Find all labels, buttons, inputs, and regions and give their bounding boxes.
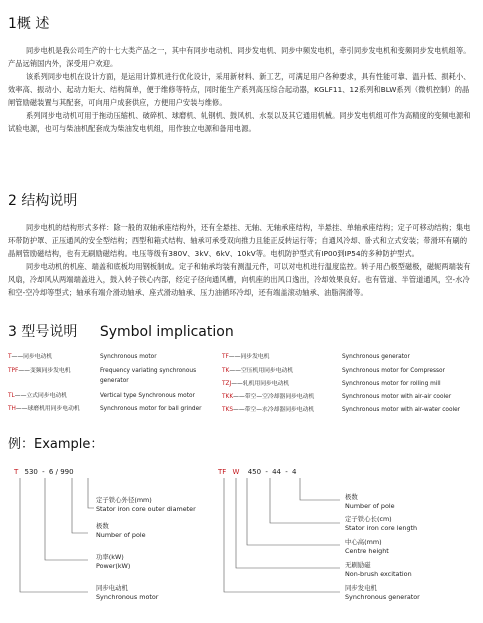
symbol-item-th: TH——球磨机用同步电动机: [8, 406, 80, 412]
symbol-item-tk-en: Synchronous motor for Compressor: [342, 368, 445, 374]
section-3-heading-cn: 3 型号说明: [8, 324, 78, 340]
section-1-paragraph-2: 该系列同步电机在设计方面，是运用计算机进行优化设计，采用新材料、新工艺，可满足用户各种要求，具有性能可靠、温升低、损耗小、效率高、振动小、起动力矩大、结构简单，便于维修等特点，同时能生产系列高压综合起动器，KGLF11、12系列和BLW系列（微机控制）的晶闸管励磁装置与其配套，可向用户成套供应，方便用户安装与维修。: [8, 72, 471, 107]
code-530: 530: [24, 468, 38, 476]
symbol-item-th-en: Synchronous motor for ball grinder: [100, 406, 202, 412]
section-2-paragraph-1: 同步电机的结构形式多样：除一般的双轴承座结构外，还有全悬挂、无轴、无轴承座结构，半悬挂、单轴承座结构；定子可移动结构；集电环带防护罩、正压通风的安全型结构；西型和箱式结构、轴承可承受双向推力且能正反转运行等；自通风冷却、卧式和立式安装；带滑环有刷的晶闸管励磁结构，也有无刷励磁结构。电压等级有380V、3kV、6kV、10kV等。电机防护型式有IP00到IP54的多种防护型式。: [8, 223, 471, 258]
symbol-item-tpf: TPF——变频同步发电机: [8, 368, 71, 374]
symbol-item-tzj-en: Synchronous motor for rolling mill: [342, 381, 441, 387]
section-2-heading: 2 结构说明: [8, 193, 78, 209]
code-450: 450: [247, 468, 262, 476]
example-right-label-3: 中心高(mm) Centre height: [345, 538, 389, 555]
example-left-label-2: 极数 Number of pole: [96, 522, 146, 539]
section-1-paragraph-1: 同步电机是我公司生产的十七大类产品之一，其中有同步电动机、同步发电机、同步中频发电机，牵引同步发电机和变频同步发电机组等。产品远销国内外，深受用户欢迎。: [8, 46, 471, 68]
symbol-item-tf-en: Synchronous generator: [342, 354, 410, 360]
symbol-item-tks-en: Synchronous motor with air-water cooler: [342, 407, 461, 413]
example-left-label-1: 定子铁心外径(mm) Stator iron core outer diameter: [96, 496, 196, 513]
symbol-item-tpf-en: Frequency variating synchronous: [100, 368, 197, 374]
code-990: 990: [60, 468, 74, 476]
symbol-item-tk: TK——空压机用同步电动机: [222, 368, 294, 374]
code-t-right: T: [218, 468, 223, 476]
code-t: T: [14, 468, 19, 476]
example-left-code: T 530 - 6 / 990: [14, 468, 74, 476]
example-title: 例：Example：: [8, 437, 104, 452]
example-right-label-2: 定子铁心长(cm) Stator iron core length: [345, 515, 418, 532]
symbol-item-t: T——同步电动机: [8, 354, 53, 360]
example-left-label-4: 同步电动机 Synchronous motor: [96, 584, 159, 601]
code-f: F: [222, 468, 227, 476]
symbol-item-tkk-en: Synchronous motor with air-air cooler: [342, 394, 452, 400]
symbol-item-tks: TKS——带空—水冷却器同步电动机: [222, 407, 315, 413]
symbol-item-tl-en: Vertical type Synchronous motor: [100, 393, 195, 399]
symbol-item-tpf-en-2: generator: [100, 378, 129, 384]
symbol-item-tkk: TKK——带空—空冷却器同步电动机: [222, 394, 315, 400]
code-6: 6: [48, 468, 54, 476]
code-4: 4: [292, 468, 297, 476]
symbol-item-tzj: TZJ——轧机用同步电动机: [222, 381, 290, 387]
example-left-label-3: 功率(kW) Power(kW): [96, 553, 131, 570]
section-1-heading: 1概 述: [8, 16, 50, 32]
section-2-paragraph-2: 同步电动机的机座、端盖和底板均用钢板制成。定子和轴承均装有测温元件，可以对电机进行温度监控。转子用凸极型磁极，磁轭两端装有风扇，冷却风从两端端盖进入，鼓入转子铁心内部，经定子径向通风槽，向机座的出风口逸出，冷却效果良好。也有管道、半管道通风，空-水冷和空-空冷却等型式；轴承有端介滑动轴承、座式滑动轴承、压力油循环冷却，还有端盖滚动轴承、油脂润滑等。: [8, 262, 471, 297]
example-right-label-5: 同步发电机 Synchronous generator: [345, 584, 420, 601]
symbol-item-tl: TL——立式同步电动机: [8, 393, 67, 399]
symbol-item-t-en: Synchronous motor: [100, 354, 157, 360]
section-3-heading-en: Symbol implication: [99, 324, 234, 340]
code-44: 44: [272, 468, 281, 476]
example-right-code: TF W 450 - 44 - 4: [218, 468, 297, 476]
example-right-label-4: 无刷励磁 Non-brush excitation: [345, 561, 412, 578]
code-w: W: [232, 468, 240, 476]
symbol-item-tf: TF——同步发电机: [222, 354, 270, 360]
section-1-paragraph-3: 系列同步电动机可用于拖动压缩机、破碎机、球磨机、轧钢机、鼓风机、水泵以及其它通用机械。同步发电机组可作为高精度的变频电源和试验电源，也可与柴油机配套成为柴油发电机组，用作独立电源和备用电源。: [8, 111, 471, 133]
example-right-label-1: 极数 Number of pole: [345, 493, 395, 510]
